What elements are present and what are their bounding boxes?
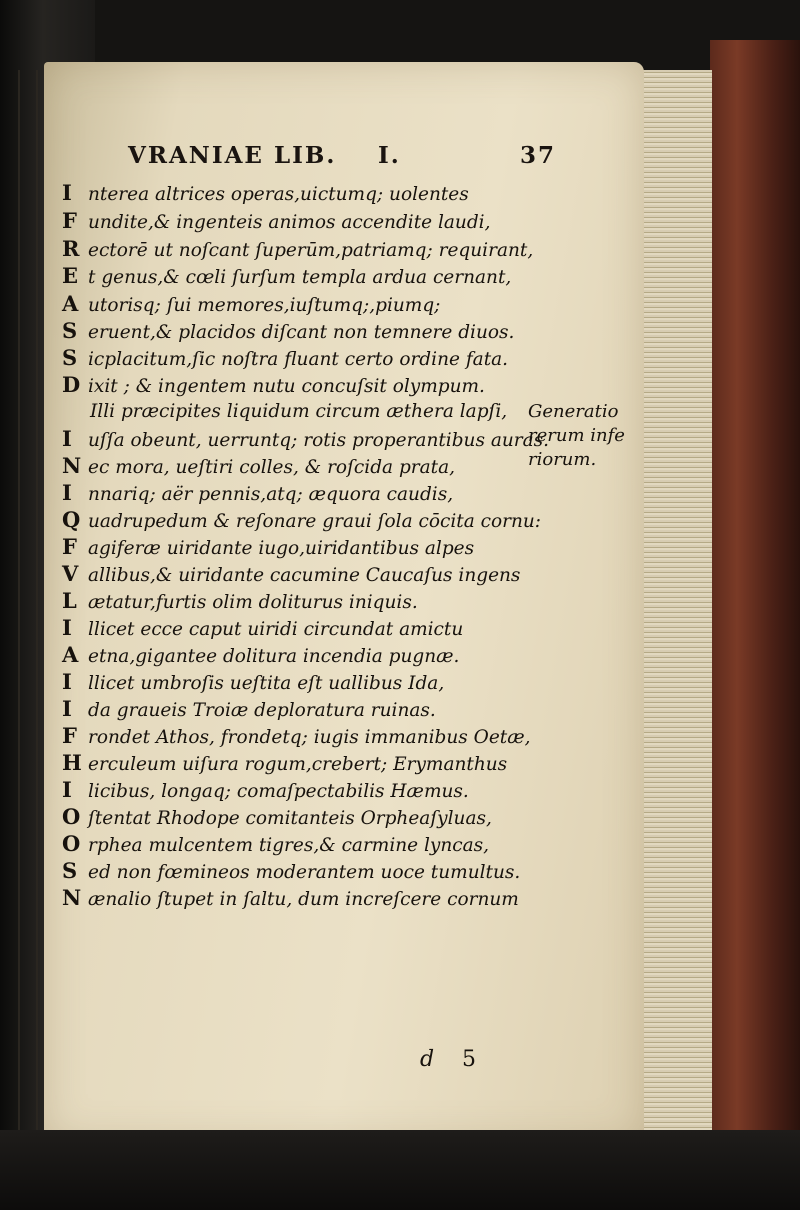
verse-line: F undite,& ingenteis animos accendite laudi, xyxy=(62,208,491,233)
verse-line: E t genus,& cœli ſurſum templa ardua cernant, xyxy=(62,263,512,288)
page-number: 37 xyxy=(520,142,557,169)
signature-letter: d xyxy=(420,1047,435,1072)
book-cover-right xyxy=(710,40,800,1150)
verse-line: O rphea mulcentem tigres,& carmine lyncas, xyxy=(62,831,490,856)
verse-line: I llicet umbroſis ueſtita eſt uallibus Ida, xyxy=(62,669,445,694)
verse-line: I llicet ecce caput uiridi circundat amictu xyxy=(62,615,464,640)
left-rule-1 xyxy=(18,70,20,1130)
left-rule-2 xyxy=(36,70,38,1130)
book-number: I. xyxy=(378,142,401,169)
verse-line: L ætatur,furtis olim doliturus iniquis. xyxy=(62,588,418,613)
verse-line: S icplacitum,ſic noſtra fluant certo ordine fata. xyxy=(62,345,509,370)
verse-line: S eruent,& placidos diſcant non temnere diuos. xyxy=(62,318,515,343)
verse-line: O ſtentat Rhodope comitanteis Orpheaſyluas, xyxy=(62,804,492,829)
verse-line: A etna,gigantee dolitura incendia pugnæ. xyxy=(62,642,460,667)
marginal-note-line-2: rerum infe xyxy=(528,425,625,446)
verse-line: N ænalio ſtupet in ſaltu, dum increſcere cornum xyxy=(62,885,519,910)
bottom-shadow xyxy=(0,1130,800,1210)
verse-line: F agiferæ uiridante iugo,uiridantibus alpes xyxy=(62,534,475,559)
verse-line: I uſſa obeunt, uerruntq; rotis properantibus auras. xyxy=(62,426,550,451)
verse-line-indented: Illi præcipites liquidum circum æthera lapſi, xyxy=(90,401,508,422)
verse-line: N ec mora, ueſtiri colles, & roſcida prata, xyxy=(62,453,456,478)
verse-line: I licibus, longaq; comaſpectabilis Hæmus. xyxy=(62,777,469,802)
verse-line: F rondet Athos, frondetq; iugis immanibus Oetæ, xyxy=(62,723,531,748)
verse-line: R ectorē ut noſcant ſuperūm,patriamq; requirant, xyxy=(62,236,534,261)
running-title: VRANIAE LIB. xyxy=(128,142,337,169)
marginal-note-line-1: Generatio xyxy=(528,401,619,422)
verse-line: I nnariq; aër pennis,atq; æquora caudis, xyxy=(62,480,454,505)
verse-line: H erculeum uiſura rogum,crebert; Erymanthus xyxy=(62,750,508,775)
verse-line: A utorisq; ſui memores,iuſtumq;,piumq; xyxy=(62,291,441,316)
signature-number: 5 xyxy=(462,1047,476,1072)
verse-line: I da graueis Troiæ deploratura ruinas. xyxy=(62,696,436,721)
verse-line: S ed non fœmineos moderantem uoce tumultus. xyxy=(62,858,521,883)
running-header xyxy=(128,142,557,174)
marginal-note-line-3: riorum. xyxy=(528,449,597,470)
verse-line: V allibus,& uiridante cacumine Caucaſus ingens xyxy=(62,561,521,586)
verse-line: Q uadrupedum & reſonare graui ſola cōcita cornu: xyxy=(62,507,542,532)
verse-line: D ixit ; & ingentem nutu concuſsit olympum. xyxy=(62,372,485,397)
verse-line: I nterea altrices operas,uictumq; uolentes xyxy=(62,180,469,205)
